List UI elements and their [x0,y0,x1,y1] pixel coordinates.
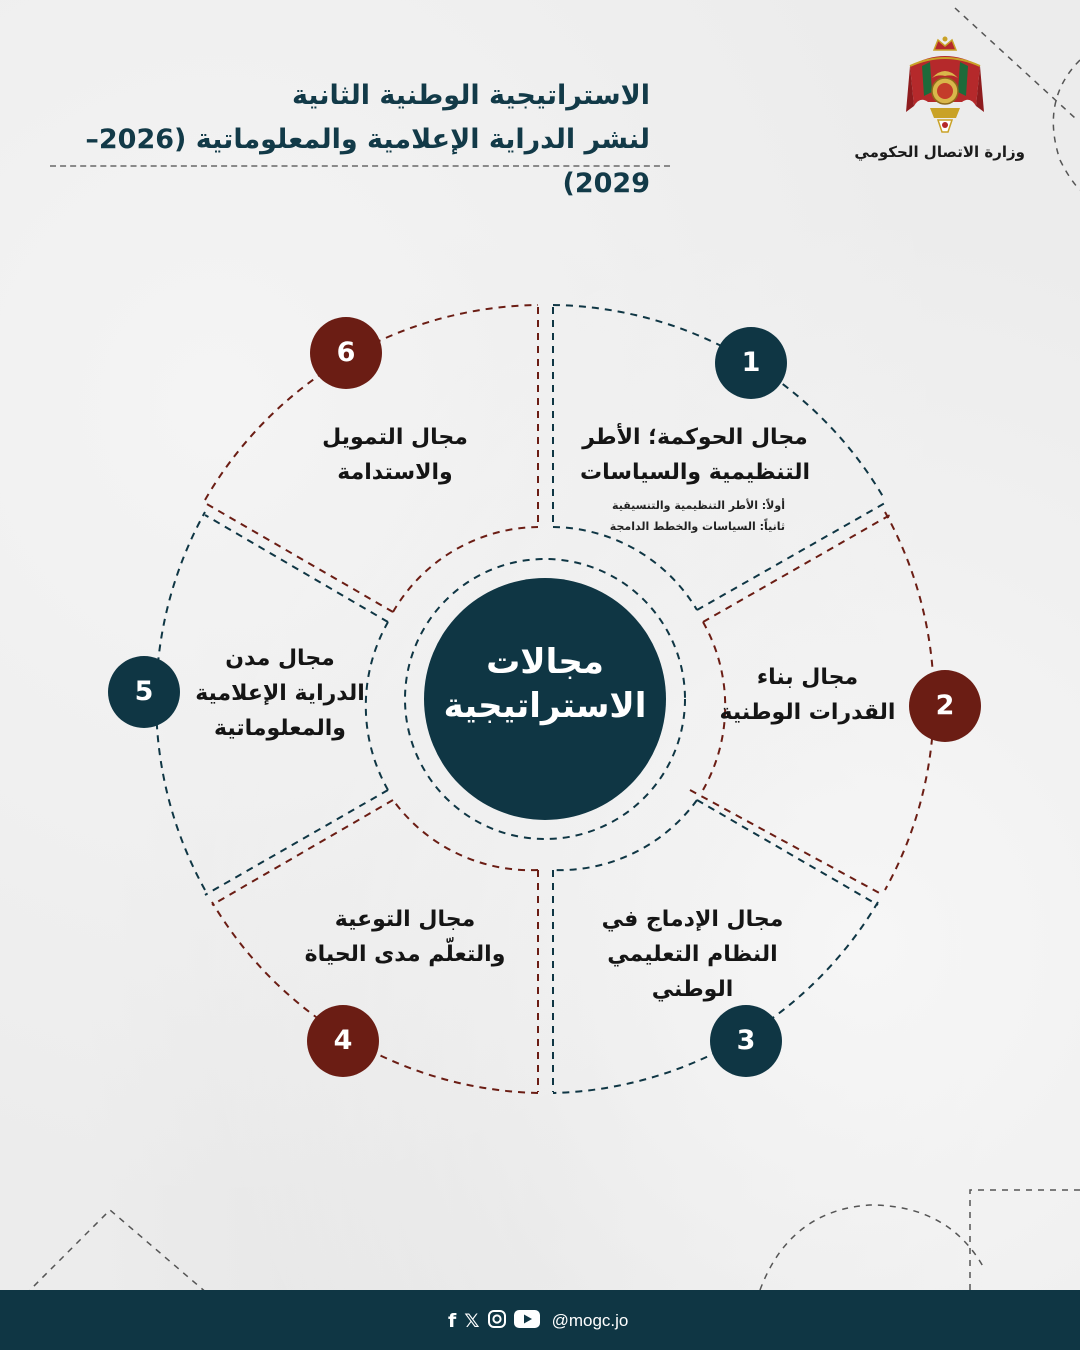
segment-2-line-2: القدرات الوطنية [719,700,896,725]
segment-1-sub-1: أولاً: الأطر التنظيمية والتنسيقية [612,499,785,512]
segment-1-sub-2: ثانياً: السياسات والخطط الدامجة [609,520,785,533]
title-line-2: لنشر الدراية الإعلامية والمعلوماتية (2026–2029) [85,124,650,199]
segment-2-label [715,660,900,730]
segment-1-line-1: مجال الحوكمة؛ الأطر [582,425,808,450]
segment-3-line-1: مجال الإدماج في [601,907,784,932]
segment-3-line-3: الوطني [651,977,734,1002]
decorative-corner-bottom-right [760,1190,1080,1290]
segment-number-2: 2 [909,670,981,742]
segment-5-line-3: والمعلوماتية [214,716,346,741]
x-icon[interactable]: 𝕏 [464,1310,480,1332]
segment-number-1: 1 [715,327,787,399]
segment-1-line-2: التنظيمية والسياسات [579,460,810,485]
social-links [448,1308,628,1334]
center-title-line-1: مجالات [486,642,604,682]
segment-4-label [285,902,525,972]
facebook-icon[interactable]: f [448,1310,457,1332]
segment-2-line-1: مجال بناء [756,665,859,690]
segment-6-line-2: والاستدامة [337,460,453,485]
segment-number-6: 6 [310,317,382,389]
title-line-1: الاستراتيجية الوطنية الثانية [291,80,650,111]
center-title-line-2: الاستراتيجية [443,686,647,726]
segment-1-sublist [600,495,785,537]
decorative-corner-top-right [955,8,1080,190]
instagram-icon[interactable] [488,1310,506,1333]
segment-5-line-1: مجال مدن [225,646,335,671]
segment-6-line-1: مجال التمويل [322,425,468,450]
ministry-name: وزارة الاتصال الحكومي [854,143,1025,161]
segment-5-line-2: الدراية الإعلامية [195,681,365,706]
segment-6-label [305,420,485,490]
segment-1-label [570,420,820,490]
segment-number-3: 3 [710,1005,782,1077]
social-handle[interactable]: @mogc.jo [551,1311,629,1330]
segment-number-4: 4 [307,1005,379,1077]
segment-5-label [185,641,375,746]
segment-4-line-2: والتعلّم مدى الحياة [304,942,506,967]
youtube-icon[interactable] [514,1310,540,1333]
segment-4-line-1: مجال التوعية [334,907,476,932]
segment-3-label [585,902,800,1007]
segment-number-5: 5 [108,656,180,728]
center-title [425,640,665,728]
segment-3-line-2: النظام التعليمي [607,942,778,967]
